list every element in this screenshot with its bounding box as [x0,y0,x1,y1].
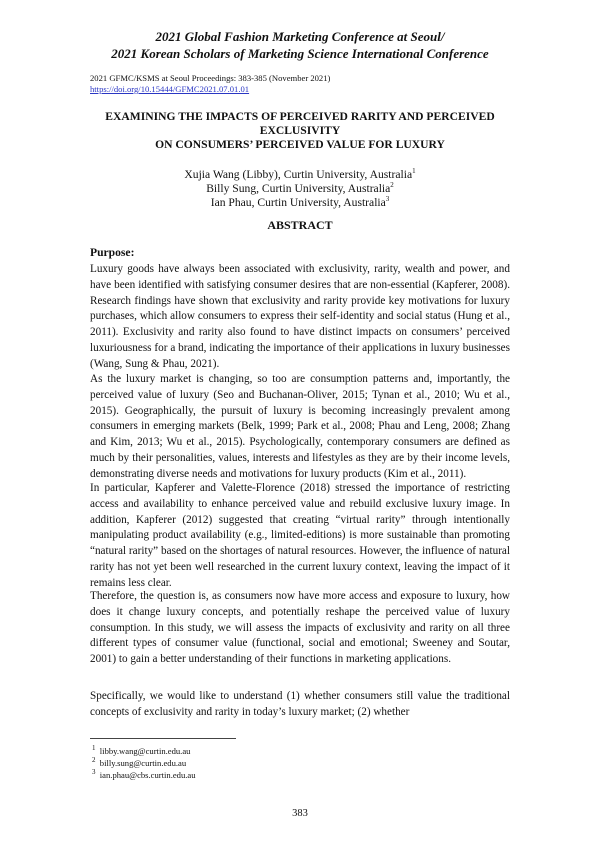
footnote-2-mark: 2 [92,756,96,764]
author-1-mark: 1 [412,167,416,175]
footnote-2-email: billy.sung@curtin.edu.au [99,757,187,768]
author-3-text: Ian Phau, Curtin University, Australia [210,195,386,209]
paragraph-5: Specifically, we would like to understand (1) whether consumers still value the traditional concepts of exclusivity and rarity in today’s luxury market; (2) whether [90,690,510,718]
footnote-1-email: libby.wang@curtin.edu.au [99,745,191,756]
paragraph-1: Luxury goods have always been associated with exclusivity, rarity, wealth and power, and have been identified with satisfying consumer desires that are non-essential (Kapferer, 2008). Research findings have shown that exclusivity and rarity provide key motivations for luxury purchases, which allow consumers to express their self-identity and social status (Hung et al., 2011). Exclusivity and rarity also found to have distinct impacts on consumers’ perceived luxuriousness for a brand, indicating the importance of their applications in luxury businesses (Wang, Sung & Phau, 2021). [90,263,510,370]
abstract-heading: ABSTRACT [267,218,333,232]
purpose-heading: Purpose: [90,246,135,259]
footnote-divider [90,738,236,739]
conference-title-line1: 2021 Global Fashion Marketing Conference at Seoul/ [155,29,445,44]
author-3-mark: 3 [385,195,390,203]
paper-title-line3: ON CONSUMERS’ PERCEIVED VALUE FOR LUXURY [155,138,445,151]
paper-title-line1: EXAMINING THE IMPACTS OF PERCEIVED RARITY AND PERCEIVED [105,110,495,123]
paragraph-3: In particular, Kapferer and Valette-Florence (2018) stressed the importance of restricting access and availability to enhance perceived value and rebuild exclusive luxury image. In addition, Kapferer (2012) suggested that creating “virtual rarity” through intentionally manipulating product availability (e.g., limited-editions) is more sustainable than promoting “natural rarity” based on the shortages of natural resources. However, the influence of natural rarity has not yet been well researched in the current luxury context, leaving the impact of it remains less clear. [90,482,510,589]
paragraph-2: As the luxury market is changing, so too are consumption patterns and, importantly, the perceived value of luxury (Seo and Buchanan-Oliver, 2015; Tynan et al., 2010; Wu et al., 2015). Geographically, the pursuit of luxury is becoming increasingly prevalent among consumers in emerging markets (Belk, 1999; Park et al., 2008; Phau and Leng, 2008; Zhang and Kim, 2013; Wu et al., 2015). Psychologically, contemporary consumers are defined as much by their personalities, values, interests and lifestyles as they are by their income levels, demonstrating diverse needs and motivations for luxury products (Kim et al., 2011). [90,373,510,480]
author-3 [0,192,600,210]
author-2-text: Billy Sung, Curtin University, Australia [206,181,391,195]
footnote-3-email: ian.phau@cbs.curtin.edu.au [99,769,196,780]
doi-link-container [90,84,249,95]
proceedings-info: 2021 GFMC/KSMS at Seoul Proceedings: 383-385 (November 2021) [90,73,331,83]
doi-link[interactable]: https://doi.org/10.15444/GFMC2021.07.01.01 [90,84,250,94]
paper-title-line2: EXCLUSIVITY [259,124,341,137]
author-2-mark: 2 [390,181,394,189]
footnote-3 [92,767,196,781]
page-number: 383 [292,808,308,819]
author-1-text: Xujia Wang (Libby), Curtin University, Australia [184,167,413,181]
footnote-3-mark: 3 [92,768,96,776]
paragraph-4: Therefore, the question is, as consumers now have more access and exposure to luxury, how does it change luxury concepts, and potentially reshape the perceived value of luxury consumption. In this study, we will assess the impacts of exclusivity and rarity on all three different types of consumer value (functional, social and emotional; Sweeney and Soutar, 2001) to gain a better understanding of their functions in marketing applications. [90,590,510,666]
footnote-1-mark: 1 [92,744,96,752]
conference-title-line2: 2021 Korean Scholars of Marketing Science International Conference [111,46,489,61]
